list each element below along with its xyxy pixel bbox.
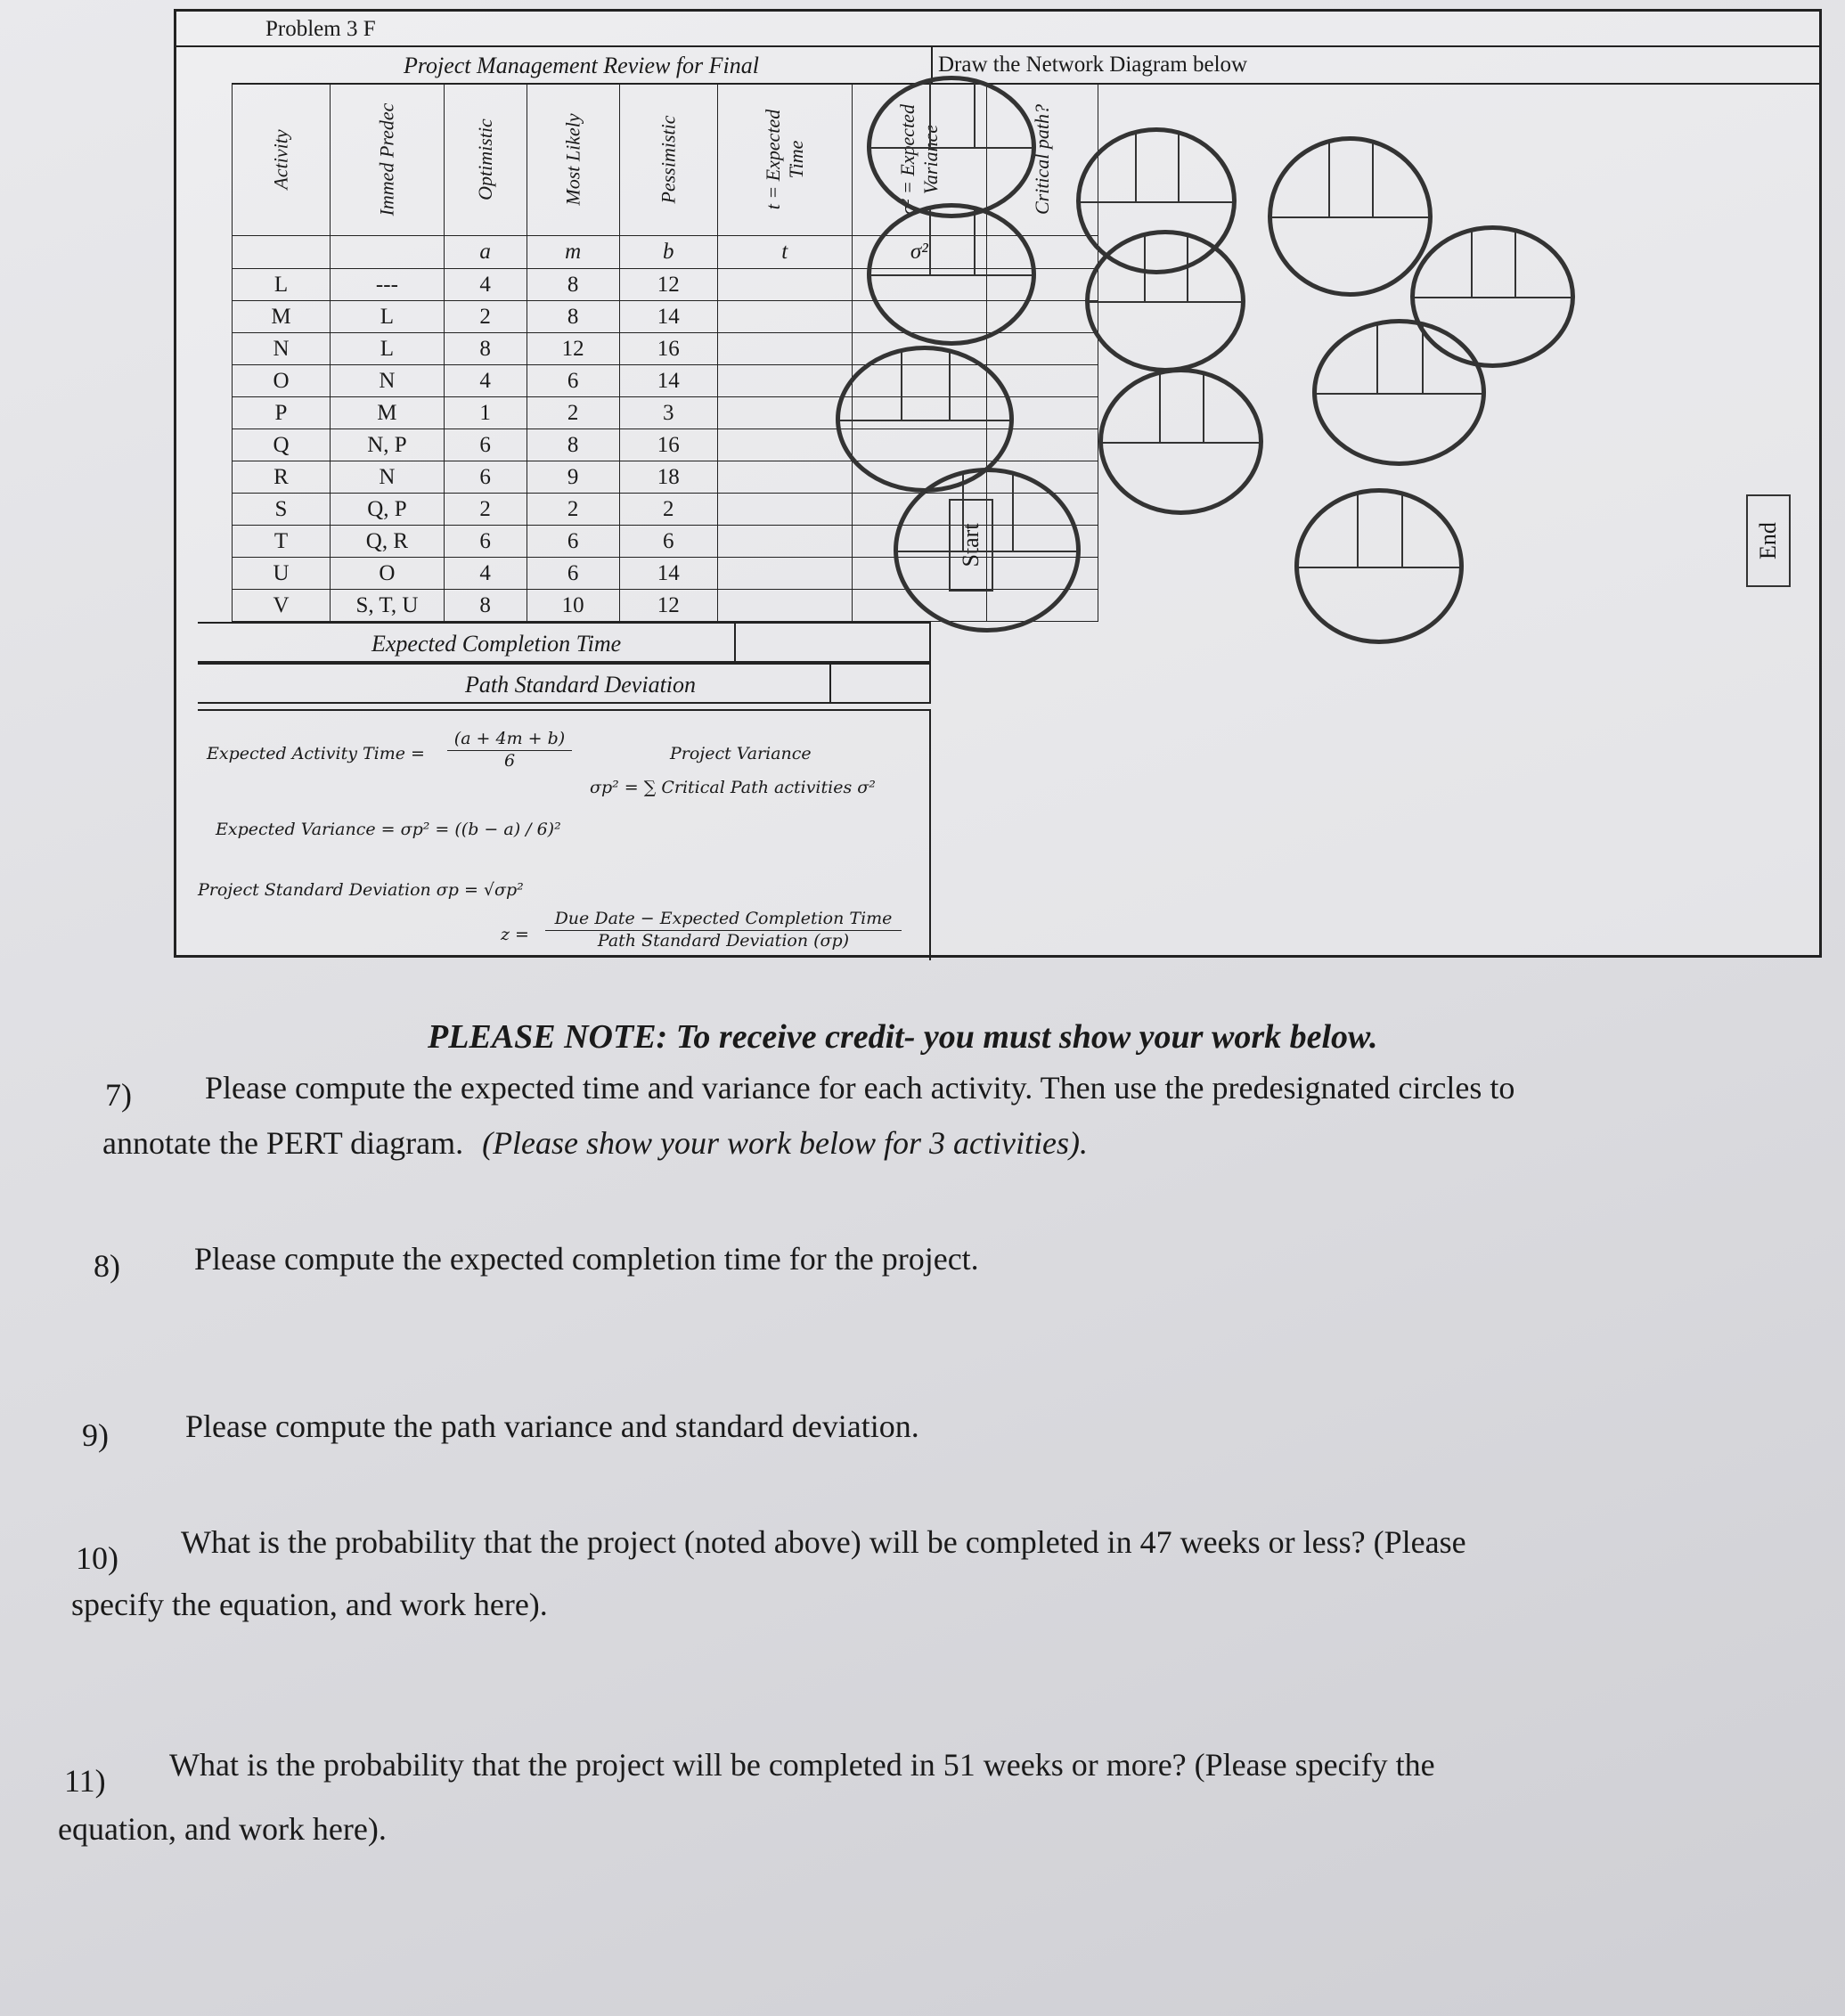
- q9-text: Please compute the path variance and standard deviation.: [185, 1408, 919, 1444]
- circle-divider: [929, 208, 931, 274]
- pessimistic-cell: 14: [619, 301, 717, 333]
- pert-node-circle[interactable]: [867, 76, 1036, 218]
- symbol-b: b: [619, 236, 717, 269]
- critical-path-cell[interactable]: [986, 333, 1098, 365]
- symbol-a: a: [444, 236, 527, 269]
- worksheet-frame: [174, 9, 1822, 958]
- z-fraction: [545, 909, 902, 951]
- pessimistic-cell: 14: [619, 365, 717, 397]
- header-optimistic: Optimistic: [473, 118, 496, 200]
- circle-divider: [1203, 372, 1204, 442]
- pert-node-circle[interactable]: [1085, 230, 1245, 372]
- expected-completion-answer-cell[interactable]: [734, 622, 929, 663]
- circle-divider: [929, 80, 931, 147]
- q7-line2: [102, 1124, 1088, 1162]
- header-activity: Activity: [269, 129, 292, 190]
- formula-panel: [198, 709, 931, 960]
- expected-time-cell[interactable]: [717, 461, 852, 494]
- activity-cell: O: [233, 365, 331, 397]
- predecessor-cell: M: [331, 397, 445, 429]
- most-likely-cell: 6: [527, 526, 619, 558]
- project-variance-formula: σp² = ∑ Critical Path activities σ²: [590, 778, 876, 797]
- path-sd-label: Path Standard Deviation: [465, 672, 697, 698]
- circle-divider: [1401, 493, 1403, 567]
- predecessor-cell: ---: [331, 269, 445, 301]
- circle-divider: [962, 472, 964, 551]
- expected-time-cell[interactable]: [717, 429, 852, 461]
- activity-cell: N: [233, 333, 331, 365]
- q7-line2-a: annotate the PERT diagram.: [102, 1125, 464, 1161]
- pessimistic-cell: 16: [619, 429, 717, 461]
- pert-node-circle[interactable]: [1098, 368, 1263, 515]
- activity-cell: P: [233, 397, 331, 429]
- circle-divider: [974, 80, 976, 147]
- pessimistic-cell: 12: [619, 590, 717, 622]
- header-immed-predec: Immed Predec: [375, 102, 398, 216]
- pert-node-circle[interactable]: [894, 468, 1081, 633]
- q8-number: 8): [94, 1248, 120, 1284]
- symbol-t: t: [717, 236, 852, 269]
- header-expected-time: t = Expected Time: [761, 109, 807, 210]
- circle-divider: [1090, 301, 1241, 303]
- path-sd-row: [198, 663, 931, 704]
- most-likely-cell: 6: [527, 365, 619, 397]
- please-note: PLEASE NOTE: To receive credit- you must show your work below.: [428, 1018, 1378, 1056]
- circle-divider: [1299, 567, 1459, 568]
- q10-line2: specify the equation, and work here).: [71, 1587, 548, 1622]
- header-expected-variance: σ² = Expected Variance: [895, 104, 942, 215]
- predecessor-cell: N, P: [331, 429, 445, 461]
- expected-time-cell[interactable]: [717, 269, 852, 301]
- pessimistic-cell: 18: [619, 461, 717, 494]
- most-likely-cell: 2: [527, 397, 619, 429]
- circle-divider: [1081, 201, 1232, 203]
- pessimistic-cell: 14: [619, 558, 717, 590]
- expected-time-cell[interactable]: [717, 558, 852, 590]
- optimistic-cell: 6: [444, 526, 527, 558]
- q7-line2-b: (Please show your work below for 3 activities).: [482, 1125, 1088, 1161]
- circle-divider: [1422, 323, 1424, 393]
- expected-time-fraction: [447, 729, 572, 771]
- z-numerator: Due Date − Expected Completion Time: [545, 909, 902, 931]
- project-variance-label: Project Variance: [670, 744, 812, 763]
- circle-divider: [1144, 234, 1146, 301]
- pert-node-circle[interactable]: [1312, 319, 1486, 466]
- table-title: Project Management Review for Final: [403, 53, 760, 78]
- expected-time-cell[interactable]: [717, 365, 852, 397]
- expected-time-cell[interactable]: [717, 333, 852, 365]
- pessimistic-cell: 16: [619, 333, 717, 365]
- problem-title-bar: [176, 12, 1819, 47]
- most-likely-cell: 10: [527, 590, 619, 622]
- z-denominator: Path Standard Deviation (σp): [597, 931, 850, 951]
- q11-line1: What is the probability that the project will be completed in 51 weeks or more? (Please specify the: [169, 1747, 1435, 1783]
- circle-divider: [1376, 323, 1378, 393]
- circle-divider: [1135, 132, 1137, 201]
- most-likely-cell: 8: [527, 301, 619, 333]
- expected-completion-label: Expected Completion Time: [371, 631, 622, 657]
- optimistic-cell: 6: [444, 461, 527, 494]
- circle-divider: [1103, 442, 1259, 444]
- predecessor-cell: L: [331, 333, 445, 365]
- q7-number: 7): [105, 1077, 132, 1113]
- activity-cell: T: [233, 526, 331, 558]
- activity-cell: S: [233, 494, 331, 526]
- optimistic-cell: 1: [444, 397, 527, 429]
- activity-cell: L: [233, 269, 331, 301]
- activity-cell: R: [233, 461, 331, 494]
- expected-time-label: Expected Activity Time =: [207, 744, 425, 763]
- predecessor-cell: S, T, U: [331, 590, 445, 622]
- circle-divider: [1328, 141, 1330, 216]
- circle-divider: [871, 147, 1032, 149]
- predecessor-cell: L: [331, 301, 445, 333]
- circle-divider: [1317, 393, 1482, 395]
- circle-divider: [974, 208, 976, 274]
- table-title-cell: [232, 45, 933, 85]
- optimistic-cell: 2: [444, 301, 527, 333]
- predecessor-cell: N: [331, 365, 445, 397]
- activity-cell: Q: [233, 429, 331, 461]
- expected-time-cell[interactable]: [717, 301, 852, 333]
- q9-number: 9): [82, 1417, 109, 1453]
- pessimistic-cell: 2: [619, 494, 717, 526]
- expected-time-cell[interactable]: [717, 397, 852, 429]
- header-pessimistic: Pessimistic: [657, 115, 680, 204]
- circle-divider: [1187, 234, 1188, 301]
- predecessor-cell: N: [331, 461, 445, 494]
- circle-divider: [898, 551, 1076, 552]
- circle-divider: [1415, 297, 1571, 298]
- expected-completion-row: [198, 622, 931, 663]
- predecessor-cell: O: [331, 558, 445, 590]
- q10-line1: What is the probability that the project (noted above) will be completed in 47 weeks or less? (Please: [181, 1524, 1466, 1560]
- end-label: End: [1755, 522, 1781, 559]
- most-likely-cell: 12: [527, 333, 619, 365]
- q8-text: Please compute the expected completion time for the project.: [194, 1241, 979, 1277]
- q11-line2: equation, and work here).: [58, 1811, 387, 1847]
- circle-divider: [1012, 472, 1014, 551]
- symbol-variance: σ²: [852, 236, 986, 269]
- project-sd-formula: Project Standard Deviation σp = √σp²: [198, 880, 524, 900]
- optimistic-cell: 4: [444, 365, 527, 397]
- expected-time-cell[interactable]: [717, 494, 852, 526]
- circle-divider: [1514, 230, 1516, 297]
- most-likely-cell: 2: [527, 494, 619, 526]
- circle-divider: [1178, 132, 1180, 201]
- expected-time-numerator: (a + 4m + b): [447, 729, 572, 751]
- q11-number: 11): [64, 1763, 106, 1799]
- pessimistic-cell: 3: [619, 397, 717, 429]
- path-sd-answer-cell[interactable]: [829, 663, 929, 704]
- end-node: [1746, 494, 1791, 587]
- circle-divider: [1471, 230, 1473, 297]
- expected-time-cell[interactable]: [717, 526, 852, 558]
- symbol-m: m: [527, 236, 619, 269]
- header-critical-path: Critical path?: [1030, 103, 1053, 216]
- most-likely-cell: 6: [527, 558, 619, 590]
- predecessor-cell: Q, R: [331, 526, 445, 558]
- pessimistic-cell: 6: [619, 526, 717, 558]
- circle-divider: [901, 350, 902, 420]
- diagram-title: Draw the Network Diagram below: [938, 53, 1248, 77]
- circle-divider: [1372, 141, 1374, 216]
- pert-node-circle[interactable]: [1268, 136, 1433, 297]
- diagram-title-cell: [931, 45, 1819, 85]
- optimistic-cell: 8: [444, 590, 527, 622]
- most-likely-cell: 9: [527, 461, 619, 494]
- most-likely-cell: 8: [527, 429, 619, 461]
- circle-divider: [871, 274, 1032, 276]
- expected-time-cell[interactable]: [717, 590, 852, 622]
- pessimistic-cell: 12: [619, 269, 717, 301]
- predecessor-cell: Q, P: [331, 494, 445, 526]
- q7-line1: Please compute the expected time and variance for each activity. Then use the predesignated circles to: [205, 1070, 1515, 1106]
- problem-label: Problem 3 F: [265, 17, 376, 41]
- optimistic-cell: 4: [444, 269, 527, 301]
- circle-divider: [1159, 372, 1161, 442]
- circle-divider: [949, 350, 951, 420]
- activity-cell: V: [233, 590, 331, 622]
- pert-node-circle[interactable]: [867, 203, 1036, 346]
- optimistic-cell: 6: [444, 429, 527, 461]
- expected-time-denominator: 6: [503, 751, 516, 771]
- z-lhs: z =: [501, 925, 529, 944]
- start-label: Start: [958, 523, 984, 567]
- expected-variance-formula: Expected Variance = σp² = ((b − a) / 6)²: [216, 820, 561, 839]
- circle-divider: [1272, 216, 1428, 218]
- most-likely-cell: 8: [527, 269, 619, 301]
- activity-cell: M: [233, 301, 331, 333]
- circle-divider: [1357, 493, 1359, 567]
- q10-number: 10): [76, 1540, 118, 1576]
- header-most-likely: Most Likely: [561, 113, 584, 206]
- pert-node-circle[interactable]: [1294, 488, 1464, 644]
- optimistic-cell: 2: [444, 494, 527, 526]
- optimistic-cell: 4: [444, 558, 527, 590]
- activity-cell: U: [233, 558, 331, 590]
- circle-divider: [840, 420, 1009, 421]
- optimistic-cell: 8: [444, 333, 527, 365]
